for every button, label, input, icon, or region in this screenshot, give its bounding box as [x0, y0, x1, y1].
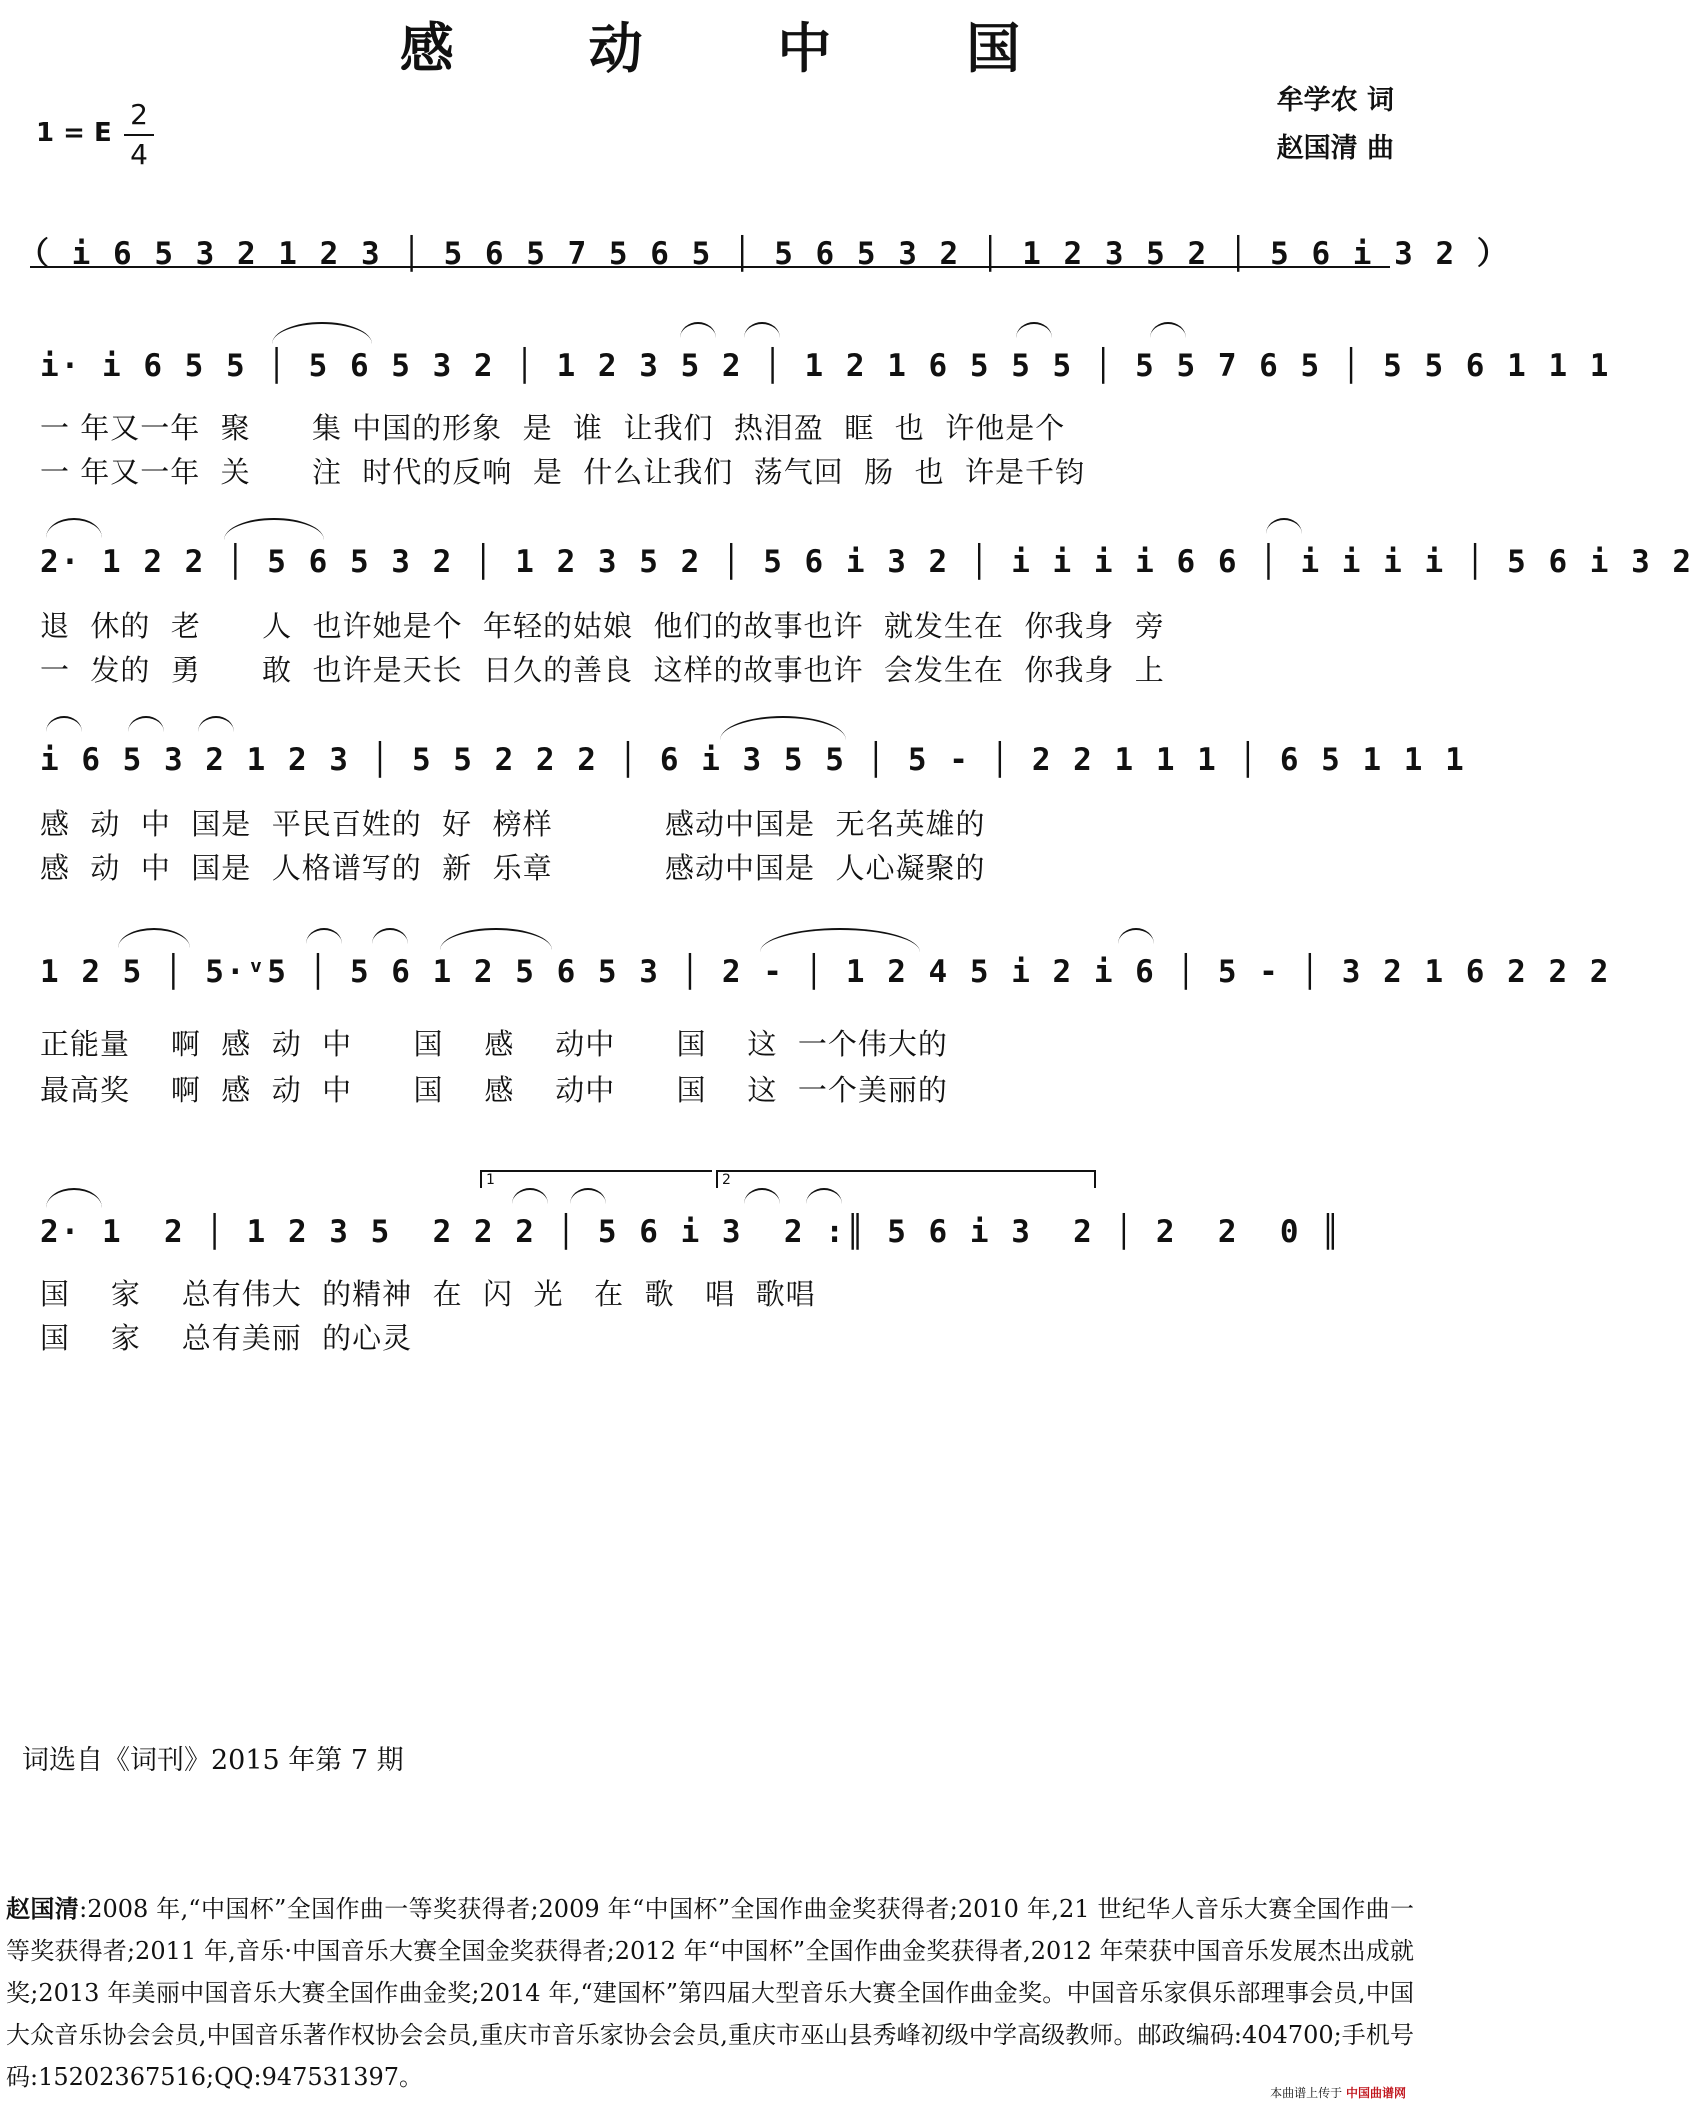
- slur: [760, 928, 920, 952]
- lyricist-credit: 牟学农 词: [1276, 85, 1394, 116]
- volta-bracket-2: 2: [716, 1170, 1096, 1188]
- slur: [198, 716, 234, 732]
- staff-line-4: i 6 5 3 2 1 2 3 │ 5 5 2 2 2 │ 6 i 3 5 5 │ 5 - │ 2 2 1 1 1 │ 6 5 1 1 1: [40, 742, 1466, 778]
- slur: [744, 1188, 780, 1204]
- slur: [1266, 518, 1302, 534]
- composer-bio: [6, 1888, 1414, 2098]
- slur: [128, 716, 164, 732]
- footer-prefix: 本曲谱上传于: [1270, 2086, 1343, 2100]
- slur: [1150, 322, 1186, 338]
- lyrics-verse-2: 最高奖 啊 感 动 中 国 感 动中 国 这 一个美丽的: [40, 1073, 948, 1107]
- lyrics-verse-1: 退 休的 老 人 也许她是个 年轻的姑娘 他们的故事也许 就发生在 你我身 旁: [40, 609, 1165, 643]
- lyrics-verse-2: 国 家 总有美丽 的心灵: [40, 1321, 413, 1355]
- volta-bracket-1: 1: [480, 1170, 712, 1188]
- slur: [46, 518, 102, 538]
- slur: [720, 716, 846, 740]
- source-note: 词选自《词刊》2015 年第 7 期: [22, 1745, 404, 1776]
- time-signature-bottom: 4: [124, 134, 154, 174]
- lyrics-verse-2: 感 动 中 国是 人格谱写的 新 乐章 感动中国是 人心凝聚的: [40, 851, 986, 885]
- bio-text: :2008 年,“中国杯”全国作曲一等奖获得者;2009 年“中国杯”全国作曲金奖获得者;2010 年,21 世纪华人音乐大赛全国作曲一等奖获得者;2011 年,音乐·中国音乐大赛全国金奖获得者;2012 年“中国杯”全国作曲金奖获得者,2012 年荣获中国音乐发展杰出成就奖;2013 年美丽中国音乐大赛全国作曲金奖;2014 年,“建国杯”第四届大型音乐大赛全国作曲金奖。中国音乐家俱乐部理事会员,中国大众音乐协会会员,中国音乐著作权协会会员,重庆市音乐家协会会员,重庆市巫山县秀峰初级中学高级教师。邮政编码:404700;手机号码:15202367516;QQ:947531397。: [6, 1895, 1414, 2091]
- slur: [118, 928, 190, 948]
- lyrics-verse-2: 一 年又一年 关 注 时代的反响 是 什么让我们 荡气回 肠 也 许是千钧: [40, 455, 1086, 489]
- bio-name: 赵国清: [6, 1894, 80, 1923]
- slur: [224, 518, 324, 540]
- slur: [512, 1188, 548, 1204]
- lyrics-verse-1: 感 动 中 国是 平民百姓的 好 榜样 感动中国是 无名英雄的: [40, 807, 986, 841]
- slur: [680, 322, 716, 338]
- slur: [1118, 928, 1154, 944]
- lyrics-verse-2: 一 发的 勇 敢 也许是天长 日久的善良 这样的故事也许 会发生在 你我身 上: [40, 653, 1165, 687]
- staff-line-5: 1 2 5 │ 5·ᵛ5 │ 5 6 1 2 5 6 5 3 │ 2 - │ 1 2 4 5 i 2 i 6 │ 5 - │ 3 2 1 6 2 2 2: [40, 954, 1611, 990]
- slur: [46, 716, 82, 732]
- slur: [744, 322, 780, 338]
- slur: [272, 322, 372, 344]
- slur: [372, 928, 408, 944]
- staff-line-6: 2· 1 2 │ 1 2 3 5 2 2 2 │ 5 6 i 3 2 :║ 5 6 i 3 2 │ 2 2 0 ║: [40, 1214, 1342, 1250]
- staff-line-2: i· i 6 5 5 │ 5 6 5 3 2 │ 1 2 3 5 2 │ 1 2 1 6 5 5 5 │ 5 5 7 6 5 │ 5 5 6 1 1 1: [40, 348, 1611, 384]
- time-signature: [124, 96, 154, 174]
- slur: [440, 928, 552, 950]
- lyrics-verse-1: 国 家 总有伟大 的精神 在 闪 光 在 歌 唱 歌唱: [40, 1277, 816, 1311]
- lyrics-verse-1: 正能量 啊 感 动 中 国 感 动中 国 这 一个伟大的: [40, 1027, 948, 1061]
- staff-line-1: （ i 6 5 3 2 1 2 3 │ 5 6 5 7 5 6 5 │ 5 6 5 3 2 │ 1 2 3 5 2 │ 5 6 i 3 2 ）: [18, 236, 1510, 272]
- slur: [46, 1188, 102, 1208]
- slur: [570, 1188, 606, 1204]
- page-title: 感 动 中 国: [399, 16, 1079, 80]
- lyrics-verse-1: 一 年又一年 聚 集 中国的形象 是 谁 让我们 热泪盈 眶 也 许他是个: [40, 411, 1066, 445]
- slur: [306, 928, 342, 944]
- footer-watermark: [1270, 2084, 1406, 2101]
- staff-line-3: 2· 1 2 2 │ 5 6 5 3 2 │ 1 2 3 5 2 │ 5 6 i 3 2 │ i i i i 6 6 │ i i i i │ 5 6 i 3 2: [40, 544, 1693, 580]
- composer-credit: 赵国清 曲: [1276, 133, 1394, 164]
- time-signature-top: 2: [130, 98, 148, 131]
- slur: [806, 1188, 842, 1204]
- slur: [1016, 322, 1052, 338]
- underline: [30, 266, 1390, 268]
- key-signature: 1 = E: [36, 118, 112, 148]
- footer-brand: 中国曲谱网: [1345, 2086, 1406, 2100]
